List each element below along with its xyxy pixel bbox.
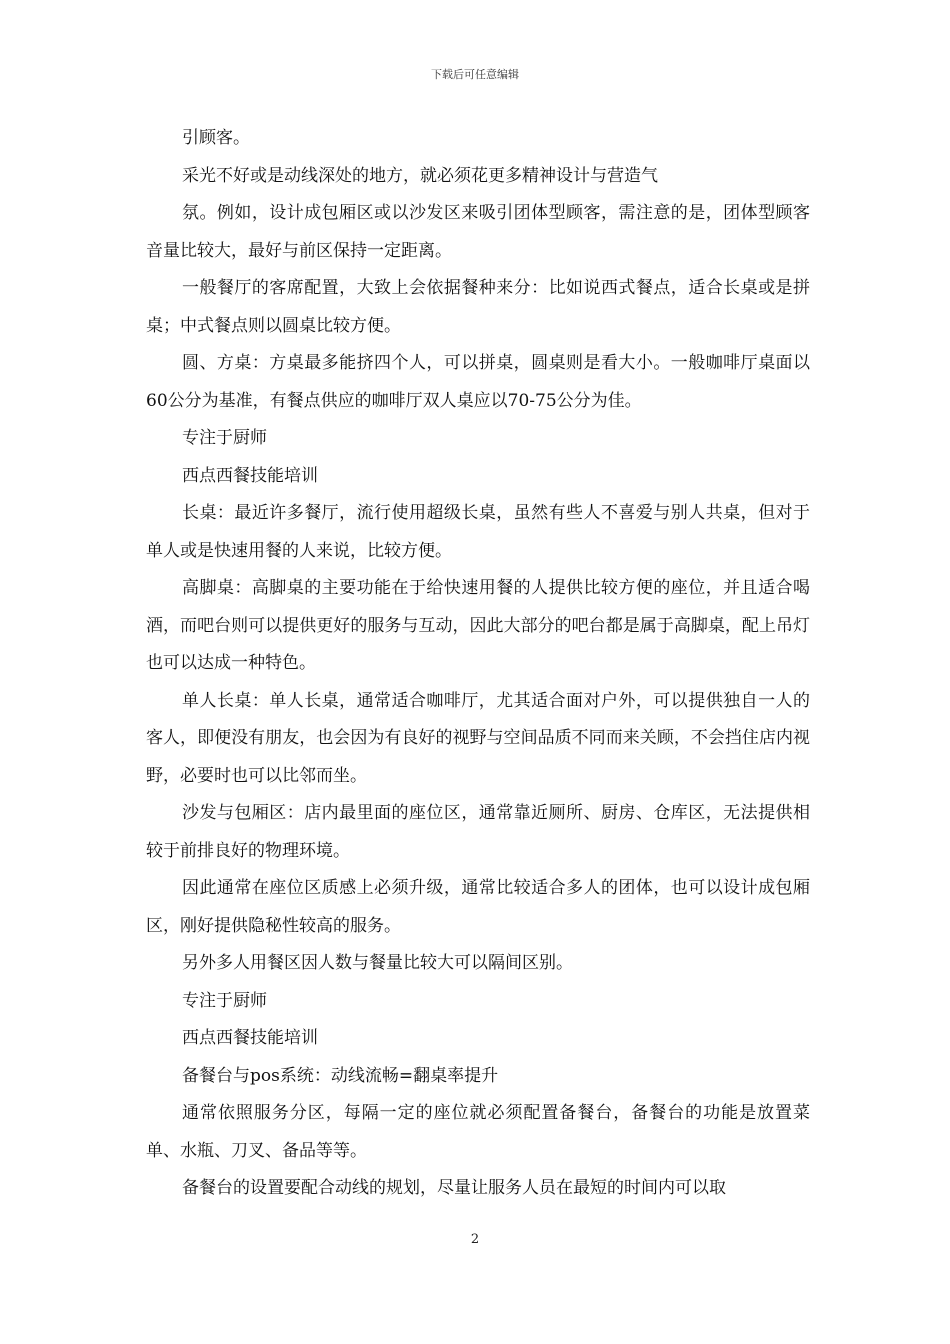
- paragraph: 采光不好或是动线深处的地方，就必须花更多精神设计与营造气: [182, 165, 658, 186]
- paragraph: 通常依照服务分区，每隔一定的座位就必须配置备餐台，备餐台的功能是放置菜单、水瓶、刀叉、备品等等。: [146, 1103, 810, 1161]
- paragraph: 备餐台的设置要配合动线的规划，尽量让服务人员在最短的时间内可以取: [182, 1178, 726, 1198]
- section-heading: 专注于厨师: [182, 990, 267, 1011]
- page-header: 下载后可任意编辑: [431, 68, 519, 81]
- section-heading: 西点西餐技能培训: [182, 1028, 318, 1048]
- paragraph: 单人长桌：单人长桌，通常适合咖啡厅，尤其适合面对户外，可以提供独自一人的客人，即便没有朋友，也会因为有良好的视野与空间品质不同而来关顾，不会挡住店内视野，必要时也可以比邻而坐。: [146, 690, 810, 786]
- paragraph: 引顾客。: [182, 128, 250, 148]
- section-heading: 专注于厨师: [182, 428, 267, 448]
- document-body: [146, 120, 810, 1208]
- paragraph: 沙发与包厢区：店内最里面的座位区，通常靠近厕所、厨房、仓库区，无法提供相较于前排良好的物理环境。: [146, 803, 810, 861]
- paragraph: 备餐台与pos系统：动线流畅=翻桌率提升: [182, 1065, 499, 1086]
- section-heading: 西点西餐技能培训: [182, 465, 318, 486]
- paragraph: 长桌：最近许多餐厅，流行使用超级长桌，虽然有些人不喜爱与别人共桌，但对于单人或是快速用餐的人来说，比较方便。: [146, 503, 810, 561]
- paragraph: 因此通常在座位区质感上必须升级，通常比较适合多人的团体，也可以设计成包厢区，刚好提供隐秘性较高的服务。: [146, 878, 810, 936]
- paragraph: 另外多人用餐区因人数与餐量比较大可以隔间区别。: [182, 953, 573, 973]
- paragraph: 氛。例如，设计成包厢区或以沙发区来吸引团体型顾客，需注意的是，团体型顾客音量比较大，最好与前区保持一定距离。: [146, 203, 810, 261]
- paragraph: 圆、方桌：方桌最多能挤四个人，可以拼桌，圆桌则是看大小。一般咖啡厅桌面以60公分为基准，有餐点供应的咖啡厅双人桌应以70-75公分为佳。: [146, 353, 810, 411]
- page-number: 2: [470, 1232, 480, 1247]
- paragraph: 高脚桌：高脚桌的主要功能在于给快速用餐的人提供比较方便的座位，并且适合喝酒，而吧台则可以提供更好的服务与互动，因此大部分的吧台都是属于高脚桌，配上吊灯也可以达成一种特色。: [146, 578, 810, 673]
- paragraph: 一般餐厅的客席配置，大致上会依据餐种来分：比如说西式餐点，适合长桌或是拼桌；中式餐点则以圆桌比较方便。: [146, 278, 810, 336]
